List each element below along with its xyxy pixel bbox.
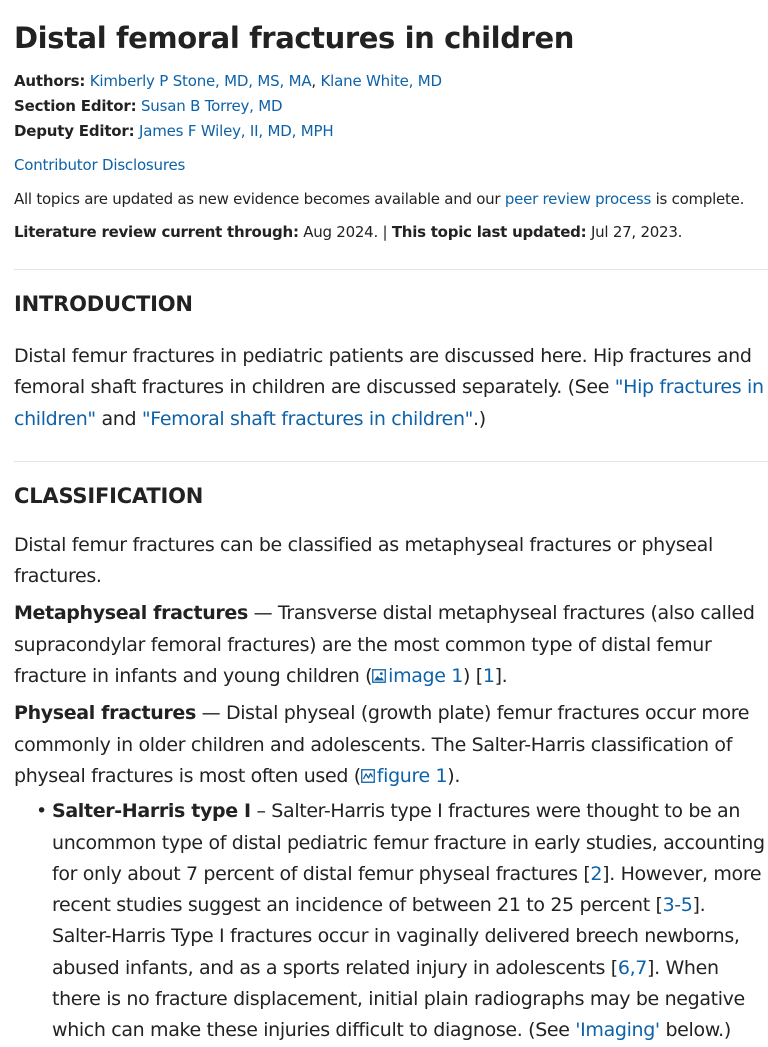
introduction-section — [14, 270, 768, 435]
metaphyseal-mid: ) [ — [463, 665, 483, 688]
metaphyseal-paragraph — [14, 598, 768, 692]
physeal-end: ). — [447, 764, 461, 787]
reference-3-5-link[interactable]: 3-5 — [662, 894, 693, 917]
physeal-paragraph — [14, 698, 768, 792]
salter-harris-text-1: – Salter-Harris type I fractures were thought to be an uncommon type of distal pediatric femur fracture in early studies, accounting for only about 7 percent of distal femur physeal fractures [ — [52, 800, 765, 885]
list-item — [14, 796, 768, 1046]
authors-label: Authors: — [14, 72, 86, 90]
section-editor-link[interactable]: Susan B Torrey, MD — [140, 97, 283, 115]
imaging-section-link[interactable]: 'Imaging' — [575, 1019, 660, 1042]
literature-review-date: Aug 2024. | — [298, 223, 392, 241]
salter-harris-text-4: ]. When there is no fracture displacement, initial plain radiographs may be negative which can make these injuries difficult to diagnose. (See — [52, 956, 745, 1042]
salter-harris-list — [14, 796, 768, 1046]
physeal-term: Physeal fractures — [14, 702, 196, 725]
image-icon — [372, 669, 386, 683]
deputy-editor-link[interactable]: James F Wiley, II, MD, MPH — [139, 122, 334, 140]
deputy-editor-line — [14, 119, 768, 144]
salter-harris-text-2: ]. However, more recent studies suggest an incidence of between 21 to 25 percent [ — [52, 862, 762, 917]
peer-review-link[interactable]: peer review process — [504, 190, 652, 208]
author-link-white[interactable]: Klane White, MD — [320, 72, 442, 90]
image-1-link-text: image 1 — [388, 665, 464, 688]
introduction-and: and — [95, 407, 142, 430]
figure-1-link[interactable] — [361, 765, 447, 787]
topic-metadata — [14, 69, 768, 144]
physeal-text: — Distal physeal (growth plate) femur fractures occur more commonly in older children and adolescents. The Salter-Harris classification of physeal fractures is most often used ( — [14, 702, 750, 787]
classification-heading: CLASSIFICATION — [14, 483, 204, 508]
section-editor-line — [14, 94, 768, 119]
last-updated-date: Jul 27, 2023. — [586, 223, 683, 241]
bullet-marker: • — [36, 800, 48, 823]
classification-section — [14, 462, 768, 1047]
introduction-text: Distal femur fractures in pediatric patients are discussed here. Hip fractures and femoral shaft fractures in children are discussed separately. (See — [14, 345, 752, 399]
salter-harris-type-1-paragraph — [52, 796, 768, 1046]
authors-line — [14, 69, 768, 94]
figure-icon — [361, 769, 375, 783]
metaphyseal-end: ]. — [494, 665, 508, 688]
section-editor-label: Section Editor: — [14, 97, 137, 115]
salter-harris-text-5: below.) — [659, 1019, 731, 1042]
hip-fractures-link[interactable]: "Hip fractures in children" — [14, 376, 764, 430]
image-1-link[interactable] — [372, 665, 463, 687]
contributor-disclosures-line — [14, 153, 768, 178]
introduction-paragraph — [14, 341, 768, 435]
reference-1-link[interactable]: 1 — [482, 665, 495, 688]
update-note-text-before: All topics are updated as new evidence becomes available and our — [14, 190, 505, 208]
page-title: Distal femoral fractures in children — [14, 21, 574, 55]
deputy-editor-label: Deputy Editor: — [14, 122, 135, 140]
reference-2-link[interactable]: 2 — [590, 862, 603, 885]
authors-separator: , — [311, 72, 321, 90]
contributor-disclosures-link[interactable]: Contributor Disclosures — [14, 156, 186, 174]
salter-harris-text-3: ]. Salter-Harris Type I fractures occur in vaginally delivered breech newborns, abused infants, and as a sports related injury in adolescents [ — [52, 894, 740, 979]
update-note-text-after: is complete. — [651, 190, 745, 208]
introduction-heading: INTRODUCTION — [14, 292, 193, 316]
review-dates — [14, 220, 768, 245]
femoral-shaft-fractures-link[interactable]: "Femoral shaft fractures in children" — [141, 407, 474, 430]
last-updated-label: This topic last updated: — [391, 223, 587, 241]
literature-review-label: Literature review current through: — [14, 223, 299, 241]
figure-1-link-text: figure 1 — [376, 764, 448, 787]
metaphyseal-term: Metaphyseal fractures — [14, 602, 248, 625]
reference-6-7-link[interactable]: 6,7 — [617, 956, 648, 979]
introduction-end: .) — [473, 407, 486, 430]
author-link-stone[interactable]: Kimberly P Stone, MD, MS, MA — [89, 72, 312, 90]
update-note — [14, 187, 768, 212]
salter-harris-type-1-term: Salter-Harris type I — [52, 800, 251, 823]
classification-intro: Distal femur fractures can be classified as metaphyseal fractures or physeal fractures. — [14, 533, 713, 588]
metaphyseal-text: — Transverse distal metaphyseal fractures (also called supracondylar femoral fractures) are the most common type of distal femur fracture in infants and young children ( — [14, 602, 755, 688]
